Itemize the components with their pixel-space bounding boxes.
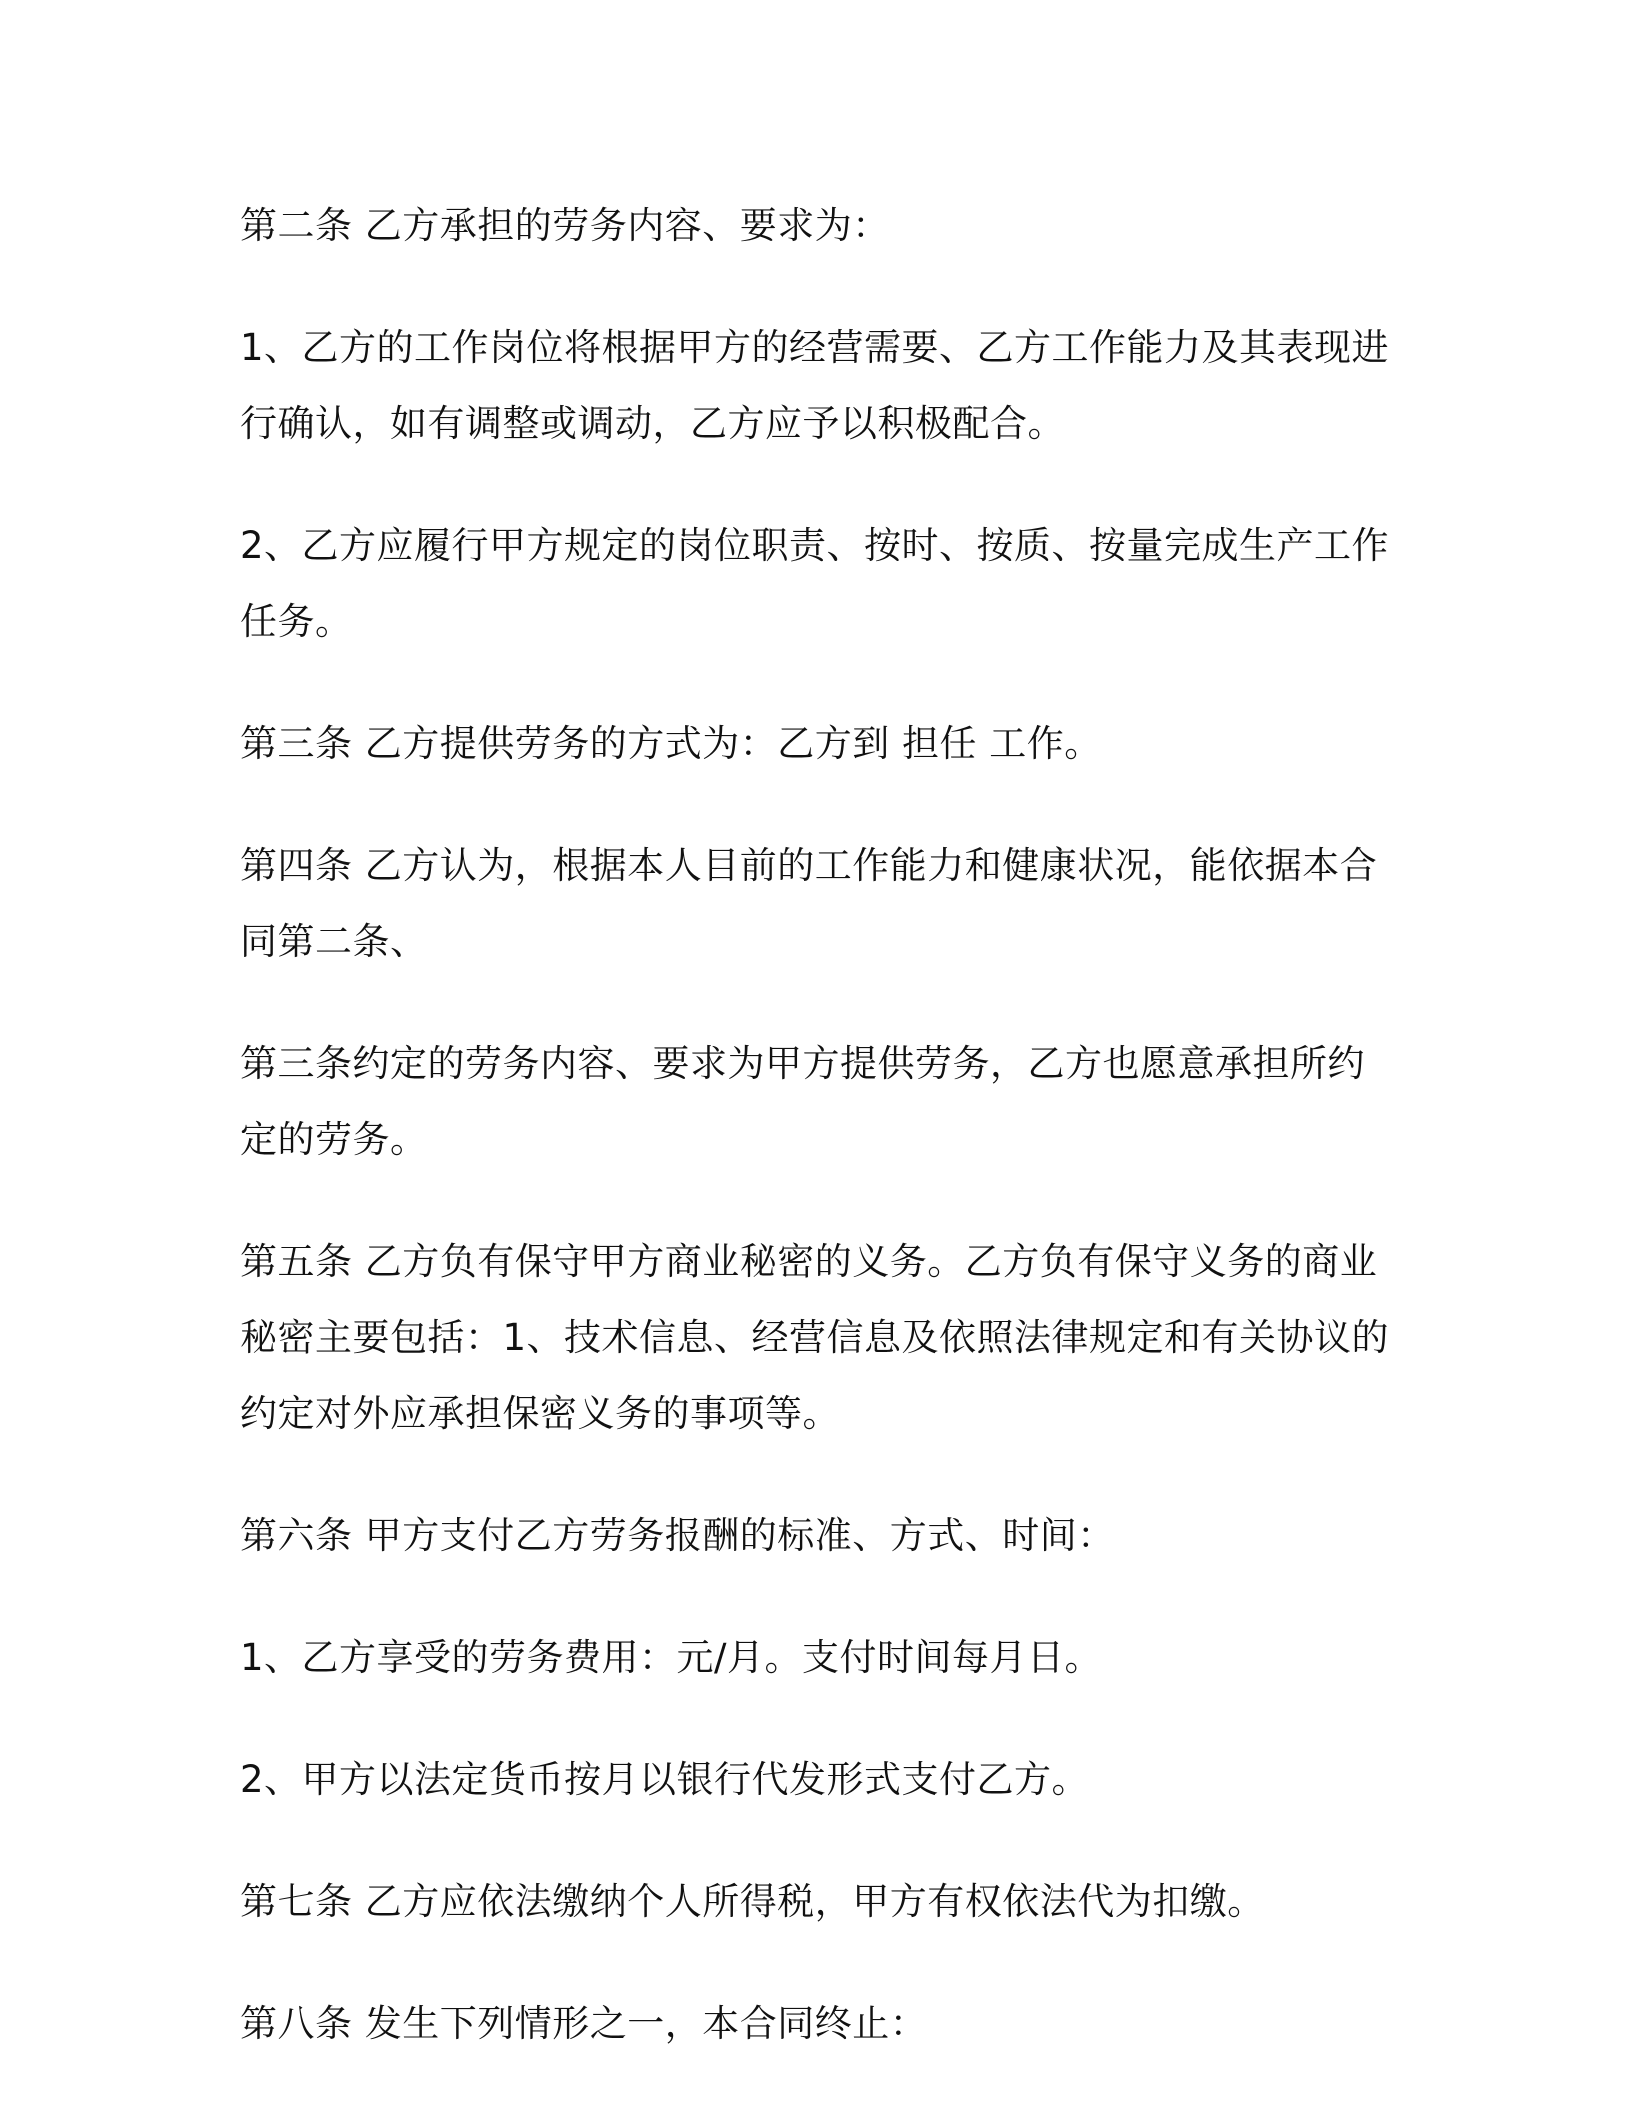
paragraph-article-6-item-1: 1、乙方享受的劳务费用：元/月。支付时间每月日。 [240,1636,1103,1679]
paragraph-article-7: 第七条 乙方应依法缴纳个人所得税，甲方有权依法代为扣缴。 [240,1880,1265,1923]
paragraph-article-5: 第五条 乙方负有保守甲方商业秘密的义务。乙方负有保守义务的商业秘密主要包括：1、技术信息、经营信息及依照法律规定和有关协议的约定对外应承担保密义务的事项等。 [240,1240,1390,1435]
paragraph-article-8: 第八条 发生下列情形之一，本合同终止： [240,2002,928,2045]
paragraph-article-6: 第六条 甲方支付乙方劳务报酬的标准、方式、时间： [240,1514,1115,1557]
paragraph-article-2: 第二条 乙方承担的劳务内容、要求为： [240,204,890,247]
paragraph-article-2-item-1: 1、乙方的工作岗位将根据甲方的经营需要、乙方工作能力及其表现进行确认，如有调整或调动，乙方应予以积极配合。 [240,326,1390,445]
document-body [240,188,1392,2108]
paragraph-article-4: 第四条 乙方认为，根据本人目前的工作能力和健康状况，能依据本合同第二条、 [240,844,1378,963]
paragraph-article-3: 第三条 乙方提供劳务的方式为：乙方到 担任 工作。 [240,722,1102,765]
paragraph-article-6-item-2: 2、甲方以法定货币按月以银行代发形式支付乙方。 [240,1758,1090,1801]
paragraph-article-4-continued: 第三条约定的劳务内容、要求为甲方提供劳务，乙方也愿意承担所约定的劳务。 [240,1042,1365,1161]
paragraph-article-2-item-2: 2、乙方应履行甲方规定的岗位职责、按时、按质、按量完成生产工作任务。 [240,524,1390,643]
